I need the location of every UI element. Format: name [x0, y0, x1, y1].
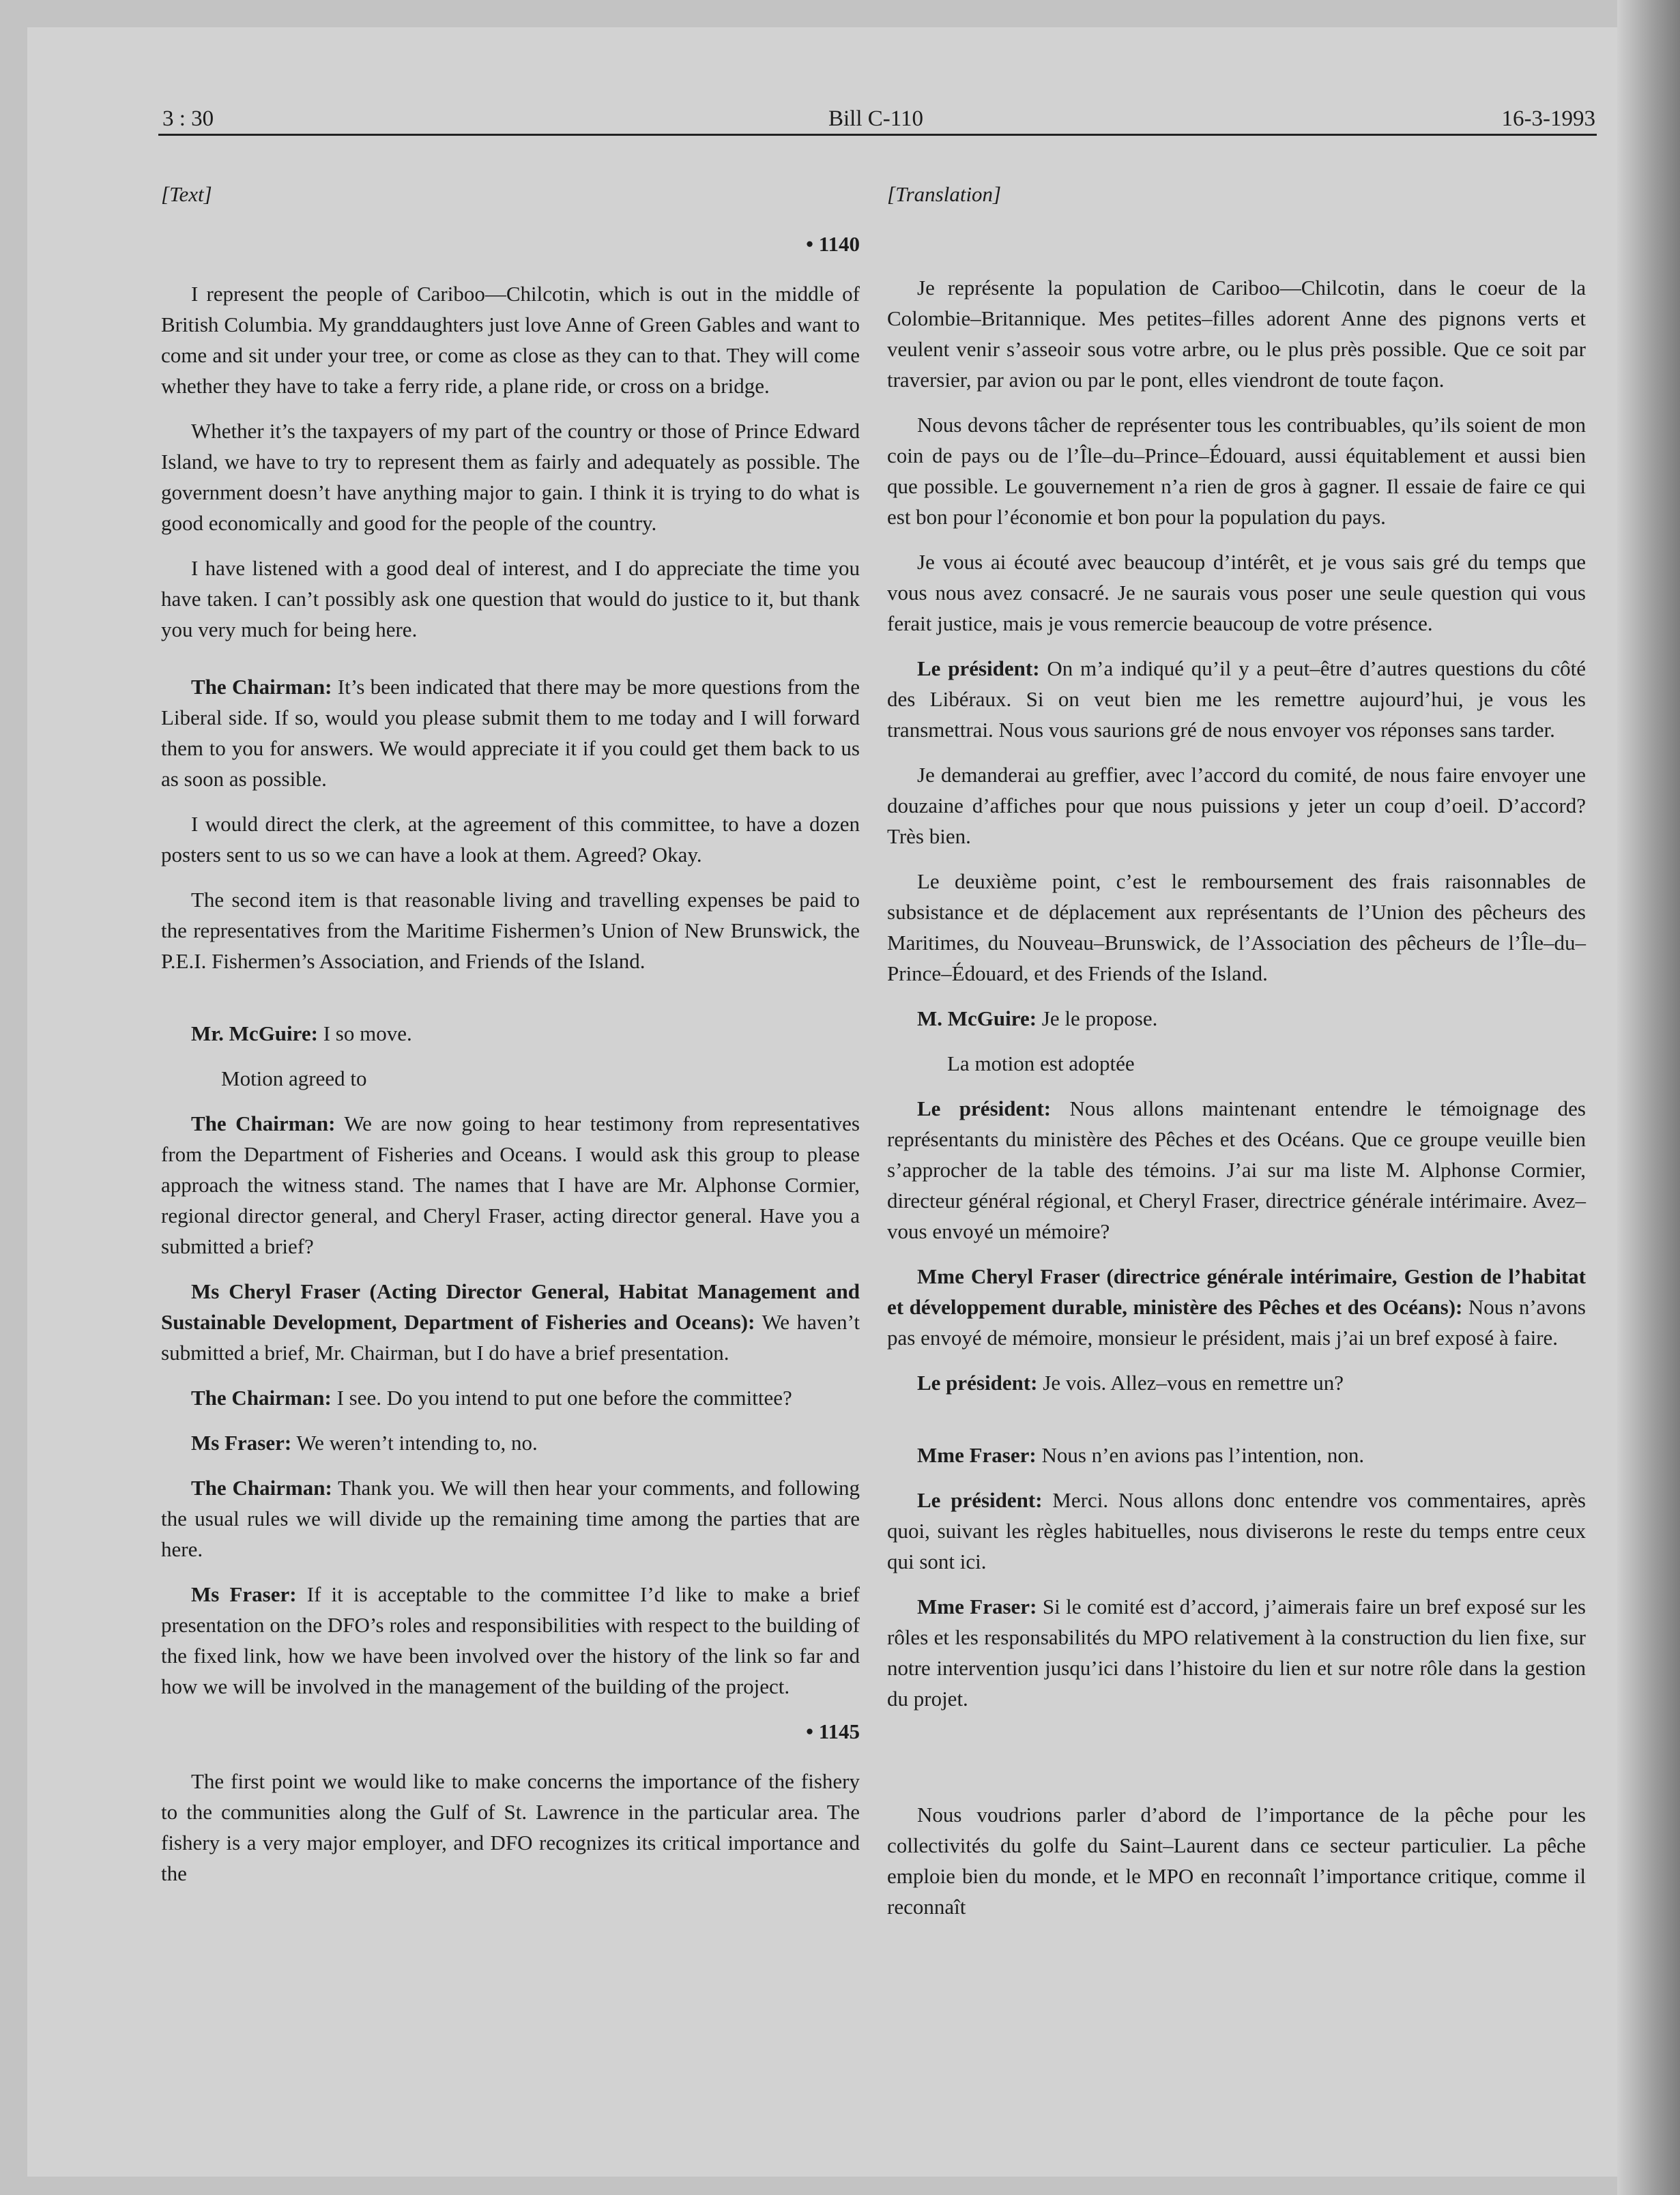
paragraph: Whether it’s the taxpayers of my part of the country or those of Prince Edward Island, we have to try to represent them as fairly and adequately as possible. The government doesn’t have anything major to gain. I think it is trying to do what is good economically and good for the people of the country. — [161, 419, 860, 535]
speaker-name: Ms Cheryl Fraser (Acting Director General, Habitat Management and Sustainable Development, Department of Fisheries and Oceans): — [161, 1279, 860, 1334]
speech-text: Thank you. We will then hear your comments, and following the usual rules we will divide up the remaining time among the parties that are here. — [161, 1476, 860, 1561]
speaker-name: Mme Cheryl Fraser (directrice générale intérimaire, Gestion de l’habitat et développement durable, ministère des Pêches et des Océans): — [887, 1264, 1586, 1319]
speech-president — [887, 653, 1586, 745]
speech-president — [887, 1485, 1586, 1577]
sitting-date: 16-3-1993 — [1501, 106, 1595, 131]
motion-result: Motion agreed to — [221, 1066, 367, 1090]
speech-chairman — [161, 1472, 860, 1565]
spacer — [887, 1412, 1586, 1440]
speech-text: We are now going to hear testimony from representatives from the Department of Fisheries and Oceans. I would ask this group to please approach the witness stand. The names that I have are Mr. Alphonse Cormier, regional director general, and Cheryl Fraser, acting director general. Have you a submitted a brief? — [161, 1111, 860, 1258]
paragraph: Je représente la population de Cariboo—Chilcotin, dans le coeur de la Colombie–Britannique. Mes petites–filles adorent Anne des pignons verts et veulent venir s’asseoir sous votre arbre, ou le plus près possible. Que ce soit par traversier, par avion ou par le pont, elles viendront de toute façon. — [887, 276, 1586, 392]
page-number: 3 : 30 — [162, 106, 214, 131]
speech-mcguire — [161, 1018, 860, 1049]
translation-label: [Translation] — [887, 182, 1002, 206]
speech-text: I so move. — [317, 1021, 412, 1045]
spacer — [161, 659, 860, 671]
paragraph: The second item is that reasonable living and travelling expenses be paid to the representatives from the Maritime Fishermen’s Union of New Brunswick, the P.E.I. Fishermen’s Association, and Friends of the Island. — [161, 888, 860, 973]
spacer — [887, 1772, 1586, 1799]
speech-fraser — [887, 1261, 1586, 1353]
speaker-name: Mme Fraser: — [917, 1595, 1037, 1618]
speech-text: Merci. Nous allons donc entendre vos commentaires, après quoi, suivant les règles habituelles, nous diviserons le reste du temps entre ceux qui sont ici. — [887, 1488, 1586, 1573]
speech-chairman — [161, 671, 860, 794]
paragraph: Nous devons tâcher de représenter tous les contribuables, qu’ils soient de mon coin de pays ou de l’Île–du–Prince–Édouard, aussi équitablement et aussi bien que possible. Le gouvernement n’a rien de gros à gagner. Il essaie de faire ce qui est bon pour l’économie et bon pour la population du pays. — [887, 413, 1586, 529]
spacer — [887, 1728, 1586, 1772]
paragraph: Je vous ai écouté avec beaucoup d’intérêt, et je vous sais gré du temps que vous nous avez consacré. Je ne saurais vous poser une seule question qui vous ferait justice, mais je vous remercie beaucoup de votre présence. — [887, 550, 1586, 635]
speech-president — [887, 1093, 1586, 1247]
paragraph: Je demanderai au greffier, avec l’accord du comité, de nous faire envoyer une douzaine d’affiches pour que nous puissions y jeter un coup d’oeil. D’accord? Très bien. — [887, 763, 1586, 848]
speaker-name: M. McGuire: — [917, 1006, 1037, 1030]
binding-gutter — [1617, 0, 1680, 2195]
time-marker-1140: • 1140 — [806, 232, 860, 256]
speaker-name: Le président: — [917, 656, 1040, 680]
spacer — [887, 229, 1586, 272]
speech-text: Nous allons maintenant entendre le témoignage des représentants du ministère des Pêches et des Océans. Que ce groupe veuille bien s’approcher de la table des témoins. J’ai sur ma liste M. Alphonse Cormier, directeur général régional, et Cheryl Fraser, directrice générale intérimaire. Avez–vous envoyé un mémoire? — [887, 1096, 1586, 1243]
french-column — [887, 179, 1586, 1936]
motion-result: La motion est adoptée — [947, 1051, 1135, 1075]
speaker-name: The Chairman: — [191, 1476, 332, 1500]
bill-title: Bill C-110 — [828, 106, 924, 131]
speech-chairman — [161, 1382, 860, 1413]
header-rule — [158, 134, 1597, 136]
speech-text: Si le comité est d’accord, j’aimerais faire un bref exposé sur les rôles et les responsabilités du MPO relativement à la construction du lien fixe, sur notre intervention jusqu’ici dans l’histoire du lien et sur notre rôle dans la gestion du projet. — [887, 1595, 1586, 1711]
speaker-name: Le président: — [917, 1371, 1038, 1395]
paragraph: I represent the people of Cariboo—Chilcotin, which is out in the middle of British Columbia. My granddaughters just love Anne of Green Gables and want to come and sit under your tree, or come as close as they can to that. They will come whether they have to take a ferry ride, a plane ride, or cross on a bridge. — [161, 282, 860, 398]
speech-text: If it is acceptable to the committee I’d like to make a brief presentation on the DFO’s roles and responsibilities with respect to the building of the fixed link, how we have been involved over the history of the link so far and how we will be involved in the management of the building of the project. — [161, 1582, 860, 1698]
paragraph: Le deuxième point, c’est le remboursement des frais raisonnables de subsistance et de déplacement aux représentants de l’Union des pêcheurs des Maritimes, du Nouveau–Brunswick, de l’Association des pêcheurs de l’Île–du–Prince–Édouard, et des Friends of the Island. — [887, 869, 1586, 985]
speech-fraser — [161, 1427, 860, 1458]
speaker-name: Le président: — [917, 1096, 1052, 1120]
paragraph: The first point we would like to make concerns the importance of the fishery to the communities along the Gulf of St. Lawrence in the particular area. The fishery is a very major employer, and DFO recognizes its critical importance and the — [161, 1769, 860, 1885]
speech-fraser — [161, 1276, 860, 1368]
speaker-name: The Chairman: — [191, 1111, 336, 1135]
speech-text: We haven’t submitted a brief, Mr. Chairman, but I do have a brief presentation. — [161, 1310, 860, 1365]
speech-text: Nous n’en avions pas l’intention, non. — [1036, 1443, 1365, 1467]
speaker-name: Mr. McGuire: — [191, 1021, 318, 1045]
speaker-name: Mme Fraser: — [917, 1443, 1037, 1467]
speech-text: Je le propose. — [1037, 1006, 1158, 1030]
speech-mcguire — [887, 1003, 1586, 1034]
speaker-name: Le président: — [917, 1488, 1043, 1512]
time-marker-1145: • 1145 — [806, 1719, 860, 1743]
paragraph: I have listened with a good deal of interest, and I do appreciate the time you have taken. I can’t possibly ask one question that would do justice to it, but thank you very much for being here. — [161, 556, 860, 641]
page-header — [162, 102, 1595, 136]
speech-text: On m’a indiqué qu’il y a peut–être d’autres questions du côté des Libéraux. Si on veut bien me les remettre aujourd’hui, je vous les transmettrai. Nous vous saurions gré de nous envoyer vos réponses sans tarder. — [887, 656, 1586, 742]
speech-text: Nous n’avons pas envoyé de mémoire, monsieur le président, mais j’ai un bref exposé à faire. — [887, 1295, 1586, 1350]
speaker-name: The Chairman: — [191, 1386, 332, 1410]
speech-text: It’s been indicated that there may be more questions from the Liberal side. If so, would you please submit them to me today and I will forward them to you for answers. We would appreciate it if you could get them back to us as soon as possible. — [161, 675, 860, 791]
speaker-name: The Chairman: — [191, 675, 332, 699]
spacer — [161, 991, 860, 1018]
paragraph: Nous voudrions parler d’abord de l’importance de la pêche pour les collectivités du golfe du Saint–Laurent dans ce secteur particulier. La pêche emploie bien du monde, et le MPO en reconnaît l’importance critique, comme il reconnaît — [887, 1803, 1586, 1919]
speech-fraser — [887, 1591, 1586, 1714]
text-label: [Text] — [161, 182, 212, 206]
speech-text: We weren’t intending to, no. — [291, 1431, 538, 1455]
speech-fraser — [161, 1579, 860, 1702]
speaker-name: Ms Fraser: — [191, 1582, 297, 1606]
speech-chairman — [161, 1108, 860, 1262]
speech-fraser — [887, 1440, 1586, 1470]
speaker-name: Ms Fraser: — [191, 1431, 292, 1455]
english-column — [161, 179, 860, 1903]
speech-text: Je vois. Allez–vous en remettre un? — [1037, 1371, 1344, 1395]
paragraph: I would direct the clerk, at the agreement of this committee, to have a dozen posters sent to us so we can have a look at them. Agreed? Okay. — [161, 812, 860, 867]
speech-text: I see. Do you intend to put one before the committee? — [331, 1386, 792, 1410]
speech-president — [887, 1367, 1586, 1398]
